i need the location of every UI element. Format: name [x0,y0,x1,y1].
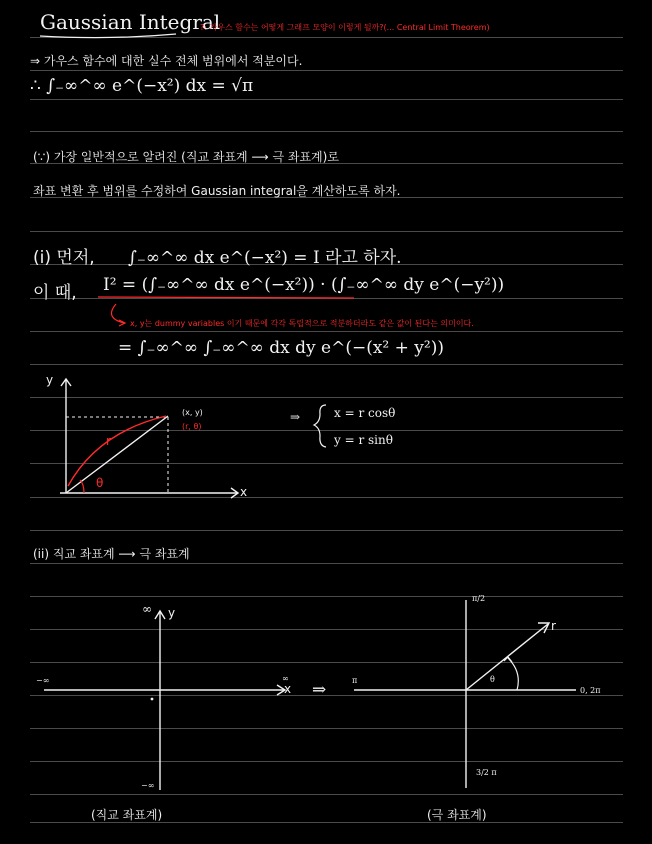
polar-r-label: r [551,619,556,633]
polar-top-label: π/2 [472,594,486,603]
step1-eq2: I² = (∫₋∞^∞ dx e^(−x²)) · (∫₋∞^∞ dy e^(−y²)) [103,275,505,295]
diagram1-y-label: y [46,373,54,387]
polar-bottom-label: 3/2 π [476,768,497,777]
cartesian-y-label: y [168,606,176,620]
step1-then: 이 때, [33,283,77,303]
cartesian-caption: (직교 좌표계) [91,808,163,822]
method-line-2: 좌표 변환 후 범위를 수정하여 Gaussian integral을 계산하도록 하자. [33,184,401,198]
cartesian-left-label: −∞ [36,676,50,685]
intro-line: ⇒ 가우스 함수에 대한 실수 전체 범위에서 적분이다. [30,54,303,68]
diagram1-x-label: x [240,485,248,499]
diagram-arrow: ⇒ [312,680,327,700]
diagram1-radius: r [106,434,111,448]
method-line-1: (∵) 가장 일반적으로 알려진 (직교 좌표계 ⟶ 극 좌표계)로 [33,150,339,164]
polar-right-label: 0, 2π [580,686,601,695]
step1-eq1: ∫₋∞^∞ dx e^(−x²) = I 라고 하자. [128,248,402,268]
page-title: Gaussian Integral [40,10,221,34]
step1-label: (i) 먼저, [33,248,95,268]
diagram1-point-polar: (r, θ) [182,422,202,431]
step2-label: (ii) 직교 좌표계 ⟶ 극 좌표계 [33,547,190,561]
cartesian-top-label: ∞ [142,602,152,616]
polar-left-label: π [352,676,358,685]
diagram1-angle: θ [96,476,104,490]
transform-y-eq: y = r sinθ [334,433,393,447]
header-note: ?: 가우스 함수는 어떻게 그래프 모양이 이렇게 될까?(... Central Limit Theorem) [200,23,490,32]
cartesian-x-label: x [284,682,292,696]
polar-theta-label: θ [490,675,495,684]
intro-formula: ∴ ∫₋∞^∞ e^(−x²) dx = √π [30,76,254,96]
cartesian-bottom-label: −∞ [141,781,155,790]
step1-eq3: = ∫₋∞^∞ ∫₋∞^∞ dx dy e^(−(x² + y²)) [118,338,444,358]
transform-x-eq: x = r cosθ [334,406,396,420]
transform-arrow: ⇒ [290,410,301,424]
polar-caption: (극 좌표계) [427,808,487,822]
cartesian-right-label: ∞ [282,674,289,683]
step1-note: x, y는 dummy variables 이기 때문에 각각 독립적으로 적분하더라도 같은 값이 된다는 의미이다. [130,319,474,328]
diagram1-point: (x, y) [182,408,203,417]
